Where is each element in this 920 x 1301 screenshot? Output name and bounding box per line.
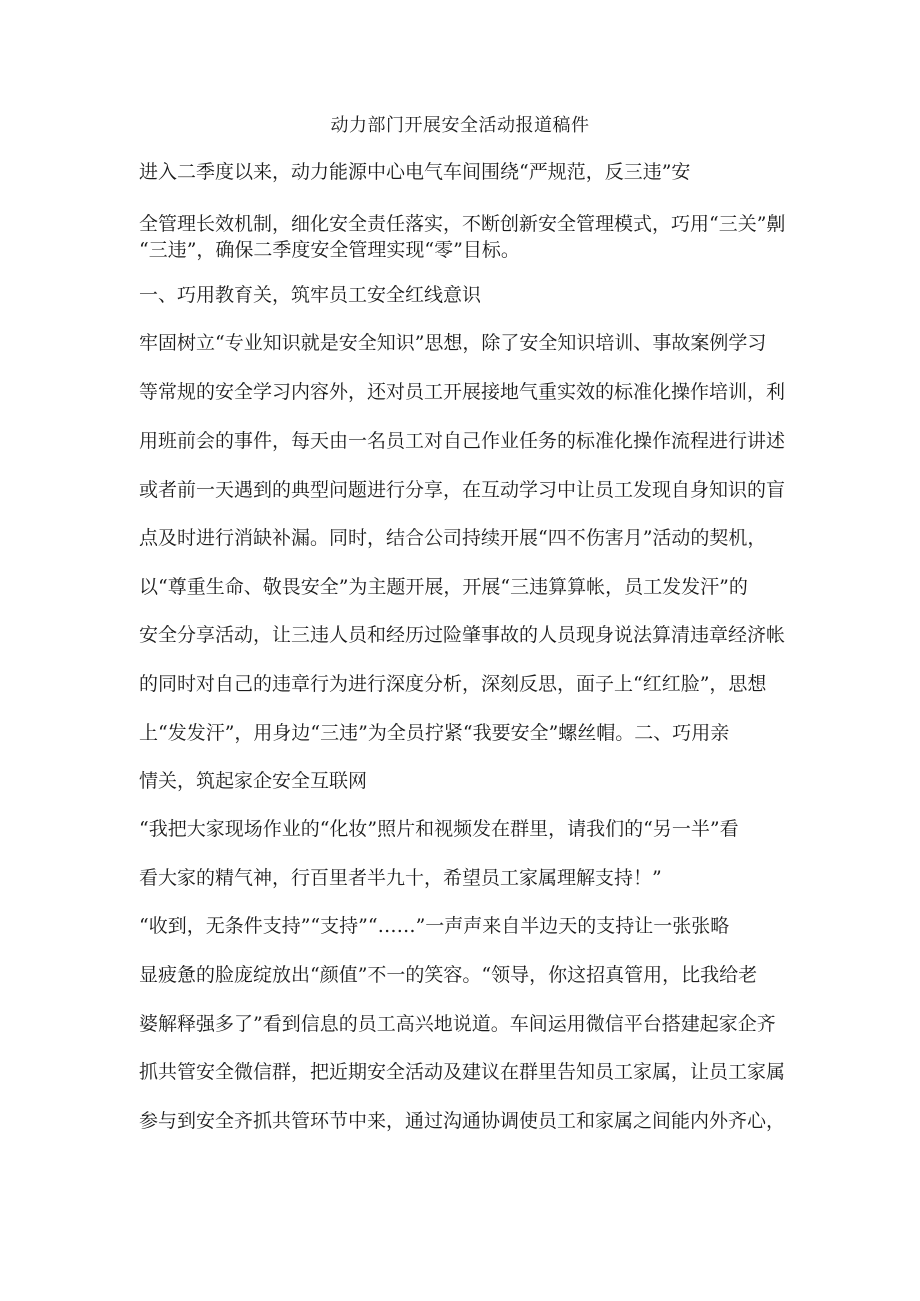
paragraph-line: 看大家的精气神，行百里者半九十，希望员工家属理解支持！” (139, 867, 662, 889)
paragraph-line: 以“尊重生命、敬畏安全”为主题开展，开展“三违算算帐，员工发发汗”的 (139, 576, 748, 598)
section-heading: 一、巧用教育关，筑牢员工安全红线意识 (139, 284, 482, 306)
section-heading: 情关，筑起家企安全互联网 (139, 770, 368, 792)
paragraph-line: 参与到安全齐抓共管环节中来，通过沟通协调使员工和家属之间能内外齐心， (139, 1110, 786, 1132)
document-title: 动力部门开展安全活动报道稿件 (330, 115, 590, 136)
paragraph-line: 用班前会的事件，每天由一名员工对自己作业任务的标准化操作流程进行讲述 (139, 430, 786, 452)
paragraph-line: “三违”，确保二季度安全管理实现“零”目标。 (139, 239, 520, 261)
paragraph-line: 点及时进行消缺补漏。同时，结合公司持续开展“四不伤害月”活动的契机， (139, 527, 767, 549)
paragraph-line: 或者前一天遇到的典型问题进行分享，在互动学习中让员工发现自身知识的盲 (139, 479, 786, 501)
paragraph-line: 牢固树立“专业知识就是安全知识”思想，除了安全知识培训、事故案例学习 (139, 332, 767, 354)
paragraph-line: 抓共管安全微信群，把近期安全活动及建议在群里告知员工家属，让员工家属 (139, 1061, 786, 1083)
paragraph-line: 婆解释强多了”看到信息的员工高兴地说道。车间运用微信平台搭建起家企齐 (139, 1013, 776, 1035)
paragraph-line: 进入二季度以来，动力能源中心电气车间围绕“严规范，反三违”安 (139, 161, 691, 183)
paragraph-line: “我把大家现场作业的“化妆”照片和视频发在群里，请我们的“另一半”看 (139, 818, 739, 840)
paragraph-line: 显疲惫的脸庞绽放出“颜值”不一的笑容。“领导，你这招真管用，比我给老 (139, 964, 758, 986)
paragraph-line: “收到，无条件支持”“支持”“……”一声声来自半边天的支持让一张张略 (139, 915, 730, 937)
paragraph-line: 等常规的安全学习内容外，还对员工开展接地气重实效的标准化操作培训，利 (139, 381, 786, 403)
paragraph-line: 上“发发汗”，用身边“三违”为全员拧紧“我要安全”螺丝帽。二、巧用亲 (139, 722, 730, 744)
paragraph-line: 的同时对自己的违章行为进行深度分析，深刻反思，面子上“红红脸”，思想 (139, 673, 767, 695)
paragraph-line: 安全分享活动，让三违人员和经历过险肇事故的人员现身说法算清违章经济帐 (139, 624, 786, 646)
paragraph-line: 全管理长效机制，细化安全责任落实，不断创新安全管理模式，巧用“三关”劓 (139, 213, 786, 235)
